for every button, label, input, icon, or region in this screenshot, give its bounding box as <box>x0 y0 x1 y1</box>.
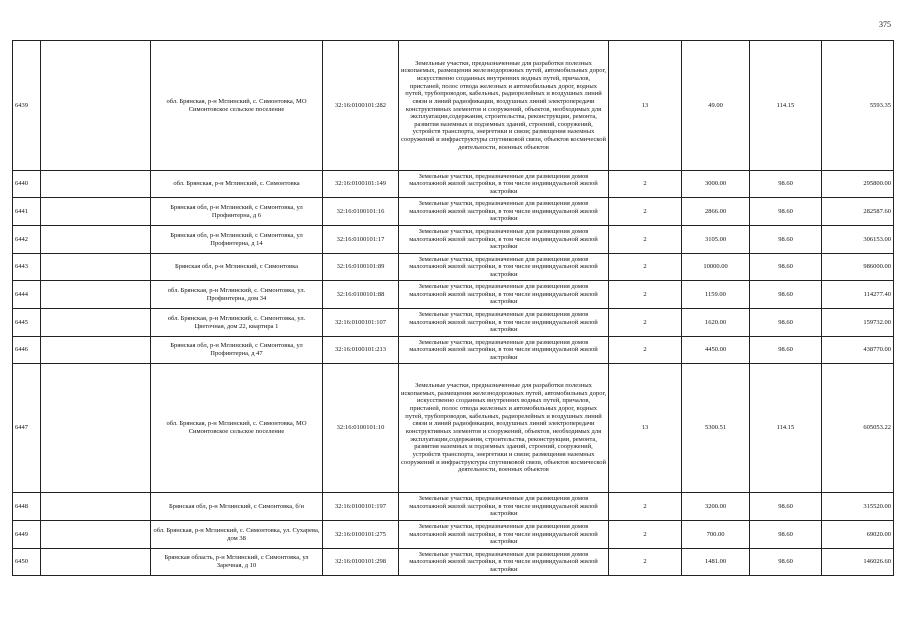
category-cell: 2 <box>609 309 682 337</box>
area-cell: 10000.00 <box>682 254 750 281</box>
area-cell: 3105.00 <box>682 226 750 254</box>
permitted-use-cell: Земельные участки, предназначенные для размещения домов малоэтажной жилой застройки, в том числе индивидуальной жилой застройки <box>399 281 609 309</box>
table-row <box>13 226 894 254</box>
area-cell: 700.00 <box>682 521 750 549</box>
row-id: 6439 <box>13 41 41 171</box>
empty-cell <box>41 41 151 171</box>
empty-cell <box>41 364 151 493</box>
address-cell: Брянская обл, р-н Мглинский, с Симонтовка, ул Профинтерна, д 6 <box>151 198 323 226</box>
rate-cell: 98.60 <box>750 171 822 198</box>
cadastral-value-cell: 295800.00 <box>822 171 894 198</box>
row-id: 6450 <box>13 549 41 576</box>
address-cell: обл. Брянская, р-н Мглинский, с. Симонтовка, ул. Сухарева, дом 38 <box>151 521 323 549</box>
row-id: 6447 <box>13 364 41 493</box>
rate-cell: 98.60 <box>750 198 822 226</box>
table-row <box>13 254 894 281</box>
address-cell: Брянская обл, р-н Мглинский, с Симонтовка, ул Профинтерна, д 47 <box>151 337 323 364</box>
cadastral-value-cell: 159732.00 <box>822 309 894 337</box>
permitted-use-cell: Земельные участки, предназначенные для размещения домов малоэтажной жилой застройки, в том числе индивидуальной жилой застройки <box>399 549 609 576</box>
address-cell: Брянская обл, р-н Мглинский, с Симонтовка, ул Профинтерна, д 14 <box>151 226 323 254</box>
row-id: 6449 <box>13 521 41 549</box>
row-id: 6443 <box>13 254 41 281</box>
rate-cell: 114.15 <box>750 364 822 493</box>
permitted-use-cell: Земельные участки, предназначенные для разработки полезных ископаемых, размещения железнодорожных путей, автомобильных дорог, искусственно созданных внутренних водных путей, причалов, пристаней, полос отвода железных и автомобильных дорог, водных путей, трубопроводов, кабельных, радиорелейных и воздушных линий связи и линий радиофикации, воздушных линий электропередачи конструктивных элементов и сооружений, объектов, необходимых для эксплуатации,содержания, строительства, реконструкции, ремонта, развития наземных и подземных зданий, строений, сооружений, устройств транспорта, энергетики и связи; размещения наземных сооружений и инфраструктуры спутниковой связи, объектов космической деятельности, военных объектов <box>399 41 609 171</box>
address-cell: Брянская обл, р-н Мглинский, с Симонтовка, б/н <box>151 493 323 521</box>
cadastral-number-cell: 32:16:0100101:88 <box>323 281 399 309</box>
area-cell: 49.00 <box>682 41 750 171</box>
cadastral-value-cell: 438770.00 <box>822 337 894 364</box>
area-cell: 3000.00 <box>682 171 750 198</box>
table-row <box>13 493 894 521</box>
area-cell: 4450.00 <box>682 337 750 364</box>
permitted-use-cell: Земельные участки, предназначенные для размещения домов малоэтажной жилой застройки, в том числе индивидуальной жилой застройки <box>399 337 609 364</box>
empty-cell <box>41 521 151 549</box>
empty-cell <box>41 309 151 337</box>
area-cell: 3200.00 <box>682 493 750 521</box>
address-cell: Брянская обл, р-н Мглинский, с Симонтовка <box>151 254 323 281</box>
category-cell: 2 <box>609 281 682 309</box>
table-row <box>13 364 894 493</box>
row-id: 6446 <box>13 337 41 364</box>
cadastral-value-cell: 986000.00 <box>822 254 894 281</box>
row-id: 6448 <box>13 493 41 521</box>
permitted-use-cell: Земельные участки, предназначенные для размещения домов малоэтажной жилой застройки, в том числе индивидуальной жилой застройки <box>399 171 609 198</box>
empty-cell <box>41 493 151 521</box>
area-cell: 1481.00 <box>682 549 750 576</box>
category-cell: 2 <box>609 521 682 549</box>
category-cell: 2 <box>609 337 682 364</box>
address-cell: обл. Брянская, р-н Мглинский, с. Симонтовка <box>151 171 323 198</box>
area-cell: 5300.51 <box>682 364 750 493</box>
area-cell: 1159.00 <box>682 281 750 309</box>
table-row <box>13 198 894 226</box>
cadastral-number-cell: 32:16:0100101:298 <box>323 549 399 576</box>
permitted-use-cell: Земельные участки, предназначенные для размещения домов малоэтажной жилой застройки, в том числе индивидуальной жилой застройки <box>399 254 609 281</box>
cadastral-value-table <box>12 40 894 576</box>
empty-cell <box>41 198 151 226</box>
cadastral-number-cell: 32:16:0100101:17 <box>323 226 399 254</box>
table-row <box>13 337 894 364</box>
cadastral-number-cell: 32:16:0100101:16 <box>323 198 399 226</box>
empty-cell <box>41 281 151 309</box>
cadastral-number-cell: 32:16:0100101:275 <box>323 521 399 549</box>
table-body <box>13 41 894 576</box>
category-cell: 13 <box>609 41 682 171</box>
rate-cell: 114.15 <box>750 41 822 171</box>
cadastral-number-cell: 32:16:0100101:197 <box>323 493 399 521</box>
table-row <box>13 549 894 576</box>
cadastral-number-cell: 32:16:0100101:282 <box>323 41 399 171</box>
cadastral-number-cell: 32:16:0100101:89 <box>323 254 399 281</box>
permitted-use-cell: Земельные участки, предназначенные для размещения домов малоэтажной жилой застройки, в том числе индивидуальной жилой застройки <box>399 521 609 549</box>
row-id: 6442 <box>13 226 41 254</box>
row-id: 6445 <box>13 309 41 337</box>
address-cell: обл. Брянская, р-н Мглинский, с. Симонтовка, МО Симонтовское сельское поселение <box>151 364 323 493</box>
permitted-use-cell: Земельные участки, предназначенные для размещения домов малоэтажной жилой застройки, в том числе индивидуальной жилой застройки <box>399 198 609 226</box>
rate-cell: 98.60 <box>750 281 822 309</box>
cadastral-value-cell: 605053.22 <box>822 364 894 493</box>
area-cell: 2866.00 <box>682 198 750 226</box>
category-cell: 2 <box>609 198 682 226</box>
area-cell: 1620.00 <box>682 309 750 337</box>
table-row <box>13 309 894 337</box>
permitted-use-cell: Земельные участки, предназначенные для разработки полезных ископаемых, размещения железнодорожных путей, автомобильных дорог, искусственно созданных внутренних водных путей, причалов, пристаней, полос отвода железных и автомобильных дорог, водных путей, трубопроводов, кабельных, радиорелейных и воздушных линий связи и линий радиофикации, воздушных линий электропередачи конструктивных элементов и сооружений, объектов, необходимых для эксплуатации,содержания, строительства, реконструкции, ремонта, развития наземных и подземных зданий, строений, сооружений, устройств транспорта, энергетики и связи; размещения наземных сооружений и инфраструктуры спутниковой связи, объектов космической деятельности, военных объектов <box>399 364 609 493</box>
cadastral-value-cell: 306153.00 <box>822 226 894 254</box>
page-number: 375 <box>879 20 891 29</box>
cadastral-number-cell: 32:16:0100101:213 <box>323 337 399 364</box>
rate-cell: 98.60 <box>750 337 822 364</box>
empty-cell <box>41 226 151 254</box>
row-id: 6444 <box>13 281 41 309</box>
address-cell: Брянская область, р-н Мглинский, с Симонтовка, ул Заречная, д 10 <box>151 549 323 576</box>
address-cell: обл. Брянская, р-н Мглинский, с. Симонтовка, ул. Цветочная, дом 22, квартира 1 <box>151 309 323 337</box>
category-cell: 2 <box>609 493 682 521</box>
empty-cell <box>41 549 151 576</box>
cadastral-value-cell: 114277.40 <box>822 281 894 309</box>
cadastral-number-cell: 32:16:0100101:10 <box>323 364 399 493</box>
table-row <box>13 281 894 309</box>
permitted-use-cell: Земельные участки, предназначенные для размещения домов малоэтажной жилой застройки, в том числе индивидуальной жилой застройки <box>399 226 609 254</box>
address-cell: обл. Брянская, р-н Мглинский, с. Симонтовка, ул. Профинтерна, дом 34 <box>151 281 323 309</box>
rate-cell: 98.60 <box>750 493 822 521</box>
empty-cell <box>41 171 151 198</box>
cadastral-value-cell: 315520.00 <box>822 493 894 521</box>
cadastral-number-cell: 32:16:0100101:107 <box>323 309 399 337</box>
rate-cell: 98.60 <box>750 549 822 576</box>
empty-cell <box>41 337 151 364</box>
cadastral-number-cell: 32:16:0100101:149 <box>323 171 399 198</box>
cadastral-value-cell: 282587.60 <box>822 198 894 226</box>
cadastral-value-cell: 5593.35 <box>822 41 894 171</box>
table-row <box>13 41 894 171</box>
permitted-use-cell: Земельные участки, предназначенные для размещения домов малоэтажной жилой застройки, в том числе индивидуальной жилой застройки <box>399 493 609 521</box>
address-cell: обл. Брянская, р-н Мглинский, с. Симонтовка, МО Симонтовское сельское поселение <box>151 41 323 171</box>
cadastral-value-cell: 69020.00 <box>822 521 894 549</box>
table-row <box>13 521 894 549</box>
category-cell: 2 <box>609 254 682 281</box>
cadastral-value-cell: 146026.60 <box>822 549 894 576</box>
permitted-use-cell: Земельные участки, предназначенные для размещения домов малоэтажной жилой застройки, в том числе индивидуальной жилой застройки <box>399 309 609 337</box>
category-cell: 2 <box>609 171 682 198</box>
category-cell: 2 <box>609 226 682 254</box>
rate-cell: 98.60 <box>750 254 822 281</box>
rate-cell: 98.60 <box>750 309 822 337</box>
rate-cell: 98.60 <box>750 521 822 549</box>
rate-cell: 98.60 <box>750 226 822 254</box>
category-cell: 2 <box>609 549 682 576</box>
row-id: 6441 <box>13 198 41 226</box>
empty-cell <box>41 254 151 281</box>
row-id: 6440 <box>13 171 41 198</box>
table-row <box>13 171 894 198</box>
category-cell: 13 <box>609 364 682 493</box>
